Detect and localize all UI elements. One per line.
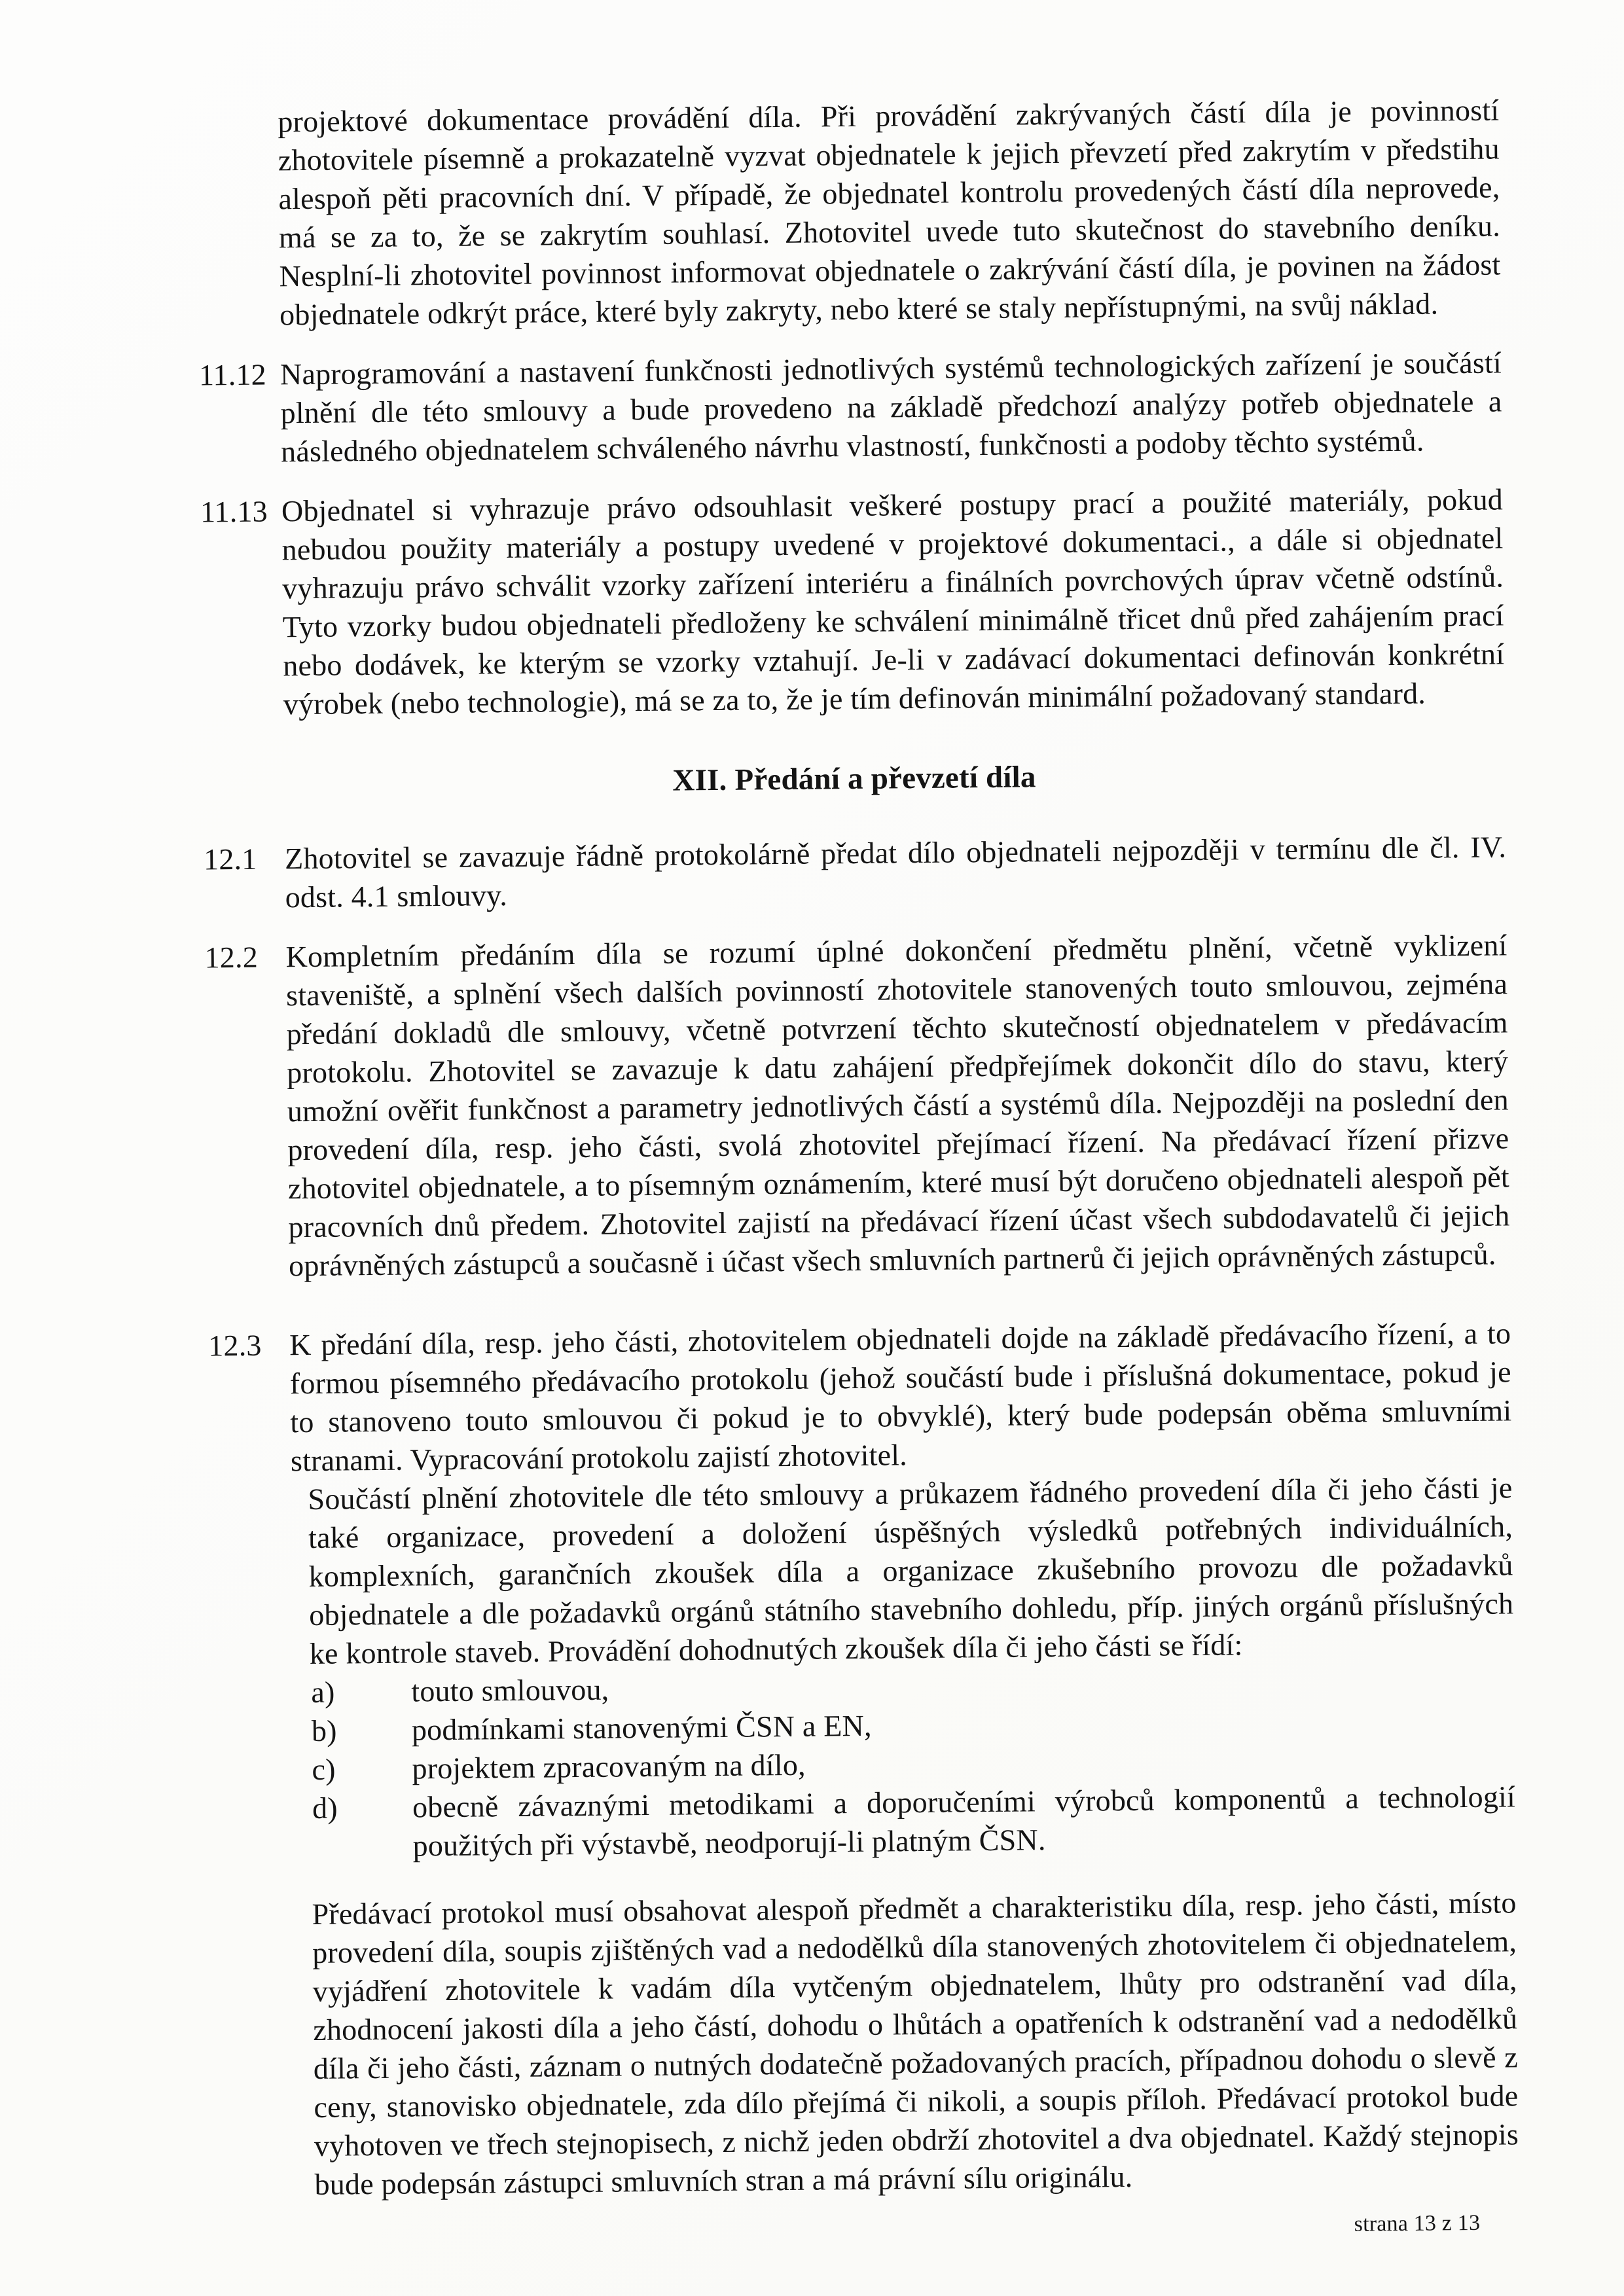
closing-paragraph: Předávací protokol musí obsahovat alespoň předmět a charakteristiku díla, resp. jeho části, místo provedení díla, soupis zjištěných vad a nedodělků díla stanovených zhotovitelem či objednatelem, vyjádření zhotovitele k vadám díla vytčeným objednatelem, lhůty pro odstranění vad díla, zhodnocení jakosti díla a jeho částí, dohodu o lhůtách a opatřeních k odstranění vad a nedodělků díla či jeho části, záznam o nutných dodatečně požadovaných pracích, případnou dohodu o slevě z ceny, stanovisko objednatele, zda dílo přejímá či nikoli, a soupis příloh. Předávací protokol bude vyhotoven ve třech stejnopisech, z nichž jeden obdrží zhotovitel a dva objednatel. Každý stejnopis bude podepsán zástupci smluvních stran a má právní sílu originálu. [312, 1886, 1519, 2201]
clause-number-12-3: 12.3 [208, 1328, 262, 1363]
page-number-footer: strana 13 z 13 [1354, 2210, 1481, 2236]
clause-text-12-1: Zhotovitel se zavazuje řádně protokolárně předat dílo objednateli nejpozději v termínu dle čl. IV. odst. 4.1 smlouvy. [284, 830, 1507, 914]
clause-12-3 [208, 1314, 1512, 1480]
clause-11-12 [199, 343, 1503, 471]
list-item-a-label: a) [311, 1675, 335, 1709]
list-item-d-label: d) [312, 1791, 338, 1825]
list-item-d [312, 1777, 1516, 1866]
clause-text-12-2: Kompletním předáním díla se rozumí úplné dokončení předmětu plnění, včetně vyklizení staveniště, a splnění všech dalších povinností zhotovitele stanovených touto smlouvou, zejména předání dokladů dle smlouvy, včetně potvrzení těchto skutečností objednatelem v předávacím protokolu. Zhotovitel se zavazuje k datu zahájení předpřejímek dokončit dílo do stavu, který umožní ověřit funkčnost a parametry jednotlivých částí a systémů díla. Nejpozději na poslední den provedení díla, resp. jeho části, svolá zhotovitel přejímací řízení. Na předávací řízení přizve zhotovitel objednatele, a to písemným oznámením, které musí být doručeno objednateli alespoň pět pracovních dnů předem. Zhotovitel zajistí na předávací řízení účast všech subdodavatelů či jejich oprávněných zástupců a současně i účast všech smluvních partnerů či jejich oprávněných zástupců. [285, 928, 1510, 1283]
clause-number-12-1: 12.1 [203, 842, 257, 876]
clause-11-13 [200, 480, 1505, 724]
list-item-c-text: projektem zpracovaným na dílo, [412, 1748, 806, 1785]
list-item-d-text: obecně závaznými metodikami a doporučeními výrobců komponentů a technologií použitých při výstavbě, neodporují-li platným ČSN. [412, 1780, 1516, 1863]
list-item-b-text: podmínkami stanovenými ČSN a EN, [411, 1708, 872, 1747]
list-item-b-label: b) [311, 1713, 337, 1748]
paragraph-continuation: projektové dokumentace provádění díla. Při provádění zakrývaných částí díla je povinností zhotovitele písemně a prokazatelně vyzvat objednatele k jejich převzetí před zakrytím v předstihu alespoň pěti pracovních dní. V případě, že objednatel kontrolu provedených částí díla neprovede, má se za to, že se zakrytím souhlasí. Zhotovitel uvede tuto skutečnost do stavebního deníku. Nesplní-li zhotovitel povinnost informovat objednatele o zakrývání částí díla, je povinen na žádost objednatele odkrýt práce, které byly zakryty, nebo které se staly nepřístupnými, na svůj náklad. [278, 93, 1501, 332]
section-heading-xii: XII. Předání a převzetí díla [672, 760, 1036, 798]
clause-number-12-2: 12.2 [204, 940, 259, 975]
clause-text-11-12: Naprogramování a nastavení funkčnosti jednotlivých systémů technologických zařízení je součástí plnění dle této smlouvy a bude provedeno na základě předchozí analýzy potřeb objednatele a následného objednatelem schváleného návrhu vlastností, funkčnosti a podoby těchto systémů. [280, 346, 1502, 469]
test-rules-list [311, 1661, 1516, 1866]
clause-number-11-12: 11.12 [198, 357, 267, 392]
list-item-c-label: c) [312, 1752, 336, 1786]
clause-12-3-subparagraph: Součástí plnění zhotovitele dle této smlouvy a průkazem řádného provedení díla či jeho části je také organizace, provedení a doložení úspěšných výsledků potřebných individuálních, komplexních, garančních zkoušek díla a organizace zkušebního provozu dle požadavků objednatele a dle požadavků orgánů státního stavebního dohledu, příp. jiných orgánů příslušných ke kontrole staveb. Provádění dohodnutých zkoušek díla či jeho části se řídí: [308, 1471, 1514, 1671]
clause-number-11-13: 11.13 [200, 494, 268, 529]
clause-12-2 [204, 925, 1510, 1285]
document-content [196, 90, 1519, 2249]
clause-12-1 [204, 827, 1507, 917]
clause-text-11-13: Objednatel si vyhrazuje právo odsouhlasit veškeré postupy prací a použité materiály, pokud nebudou použity materiály a postupy uvedené v projektové dokumentaci., a dále si objednatel vyhrazuju právo schválit vzorky zařízení interiéru a finálních povrchových úprav včetně odstínů. Tyto vzorky budou objednateli předloženy ke schválení minimálně třicet dnů před zahájením prací nebo dodávek, ke kterým se vzorky vztahují. Je-li v zadávací dokumentaci definován konkrétní výrobek (nebo technologie), má se za to, že je tím definován minimální požadovaný standard. [281, 482, 1505, 721]
list-item-a-text: touto smlouvou, [411, 1672, 609, 1708]
clause-text-12-3: K předání díla, resp. jeho části, zhotovitelem objednateli dojde na základě předávacího řízení, a to formou písemného předávacího protokolu (jehož součástí bude i příslušná dokumentace, pokud je to stanoveno touto smlouvou či pokud je to obvyklé), který bude podepsán oběma smluvními stranami. Vypracování protokolu zajistí zhotovitel. [289, 1316, 1512, 1478]
